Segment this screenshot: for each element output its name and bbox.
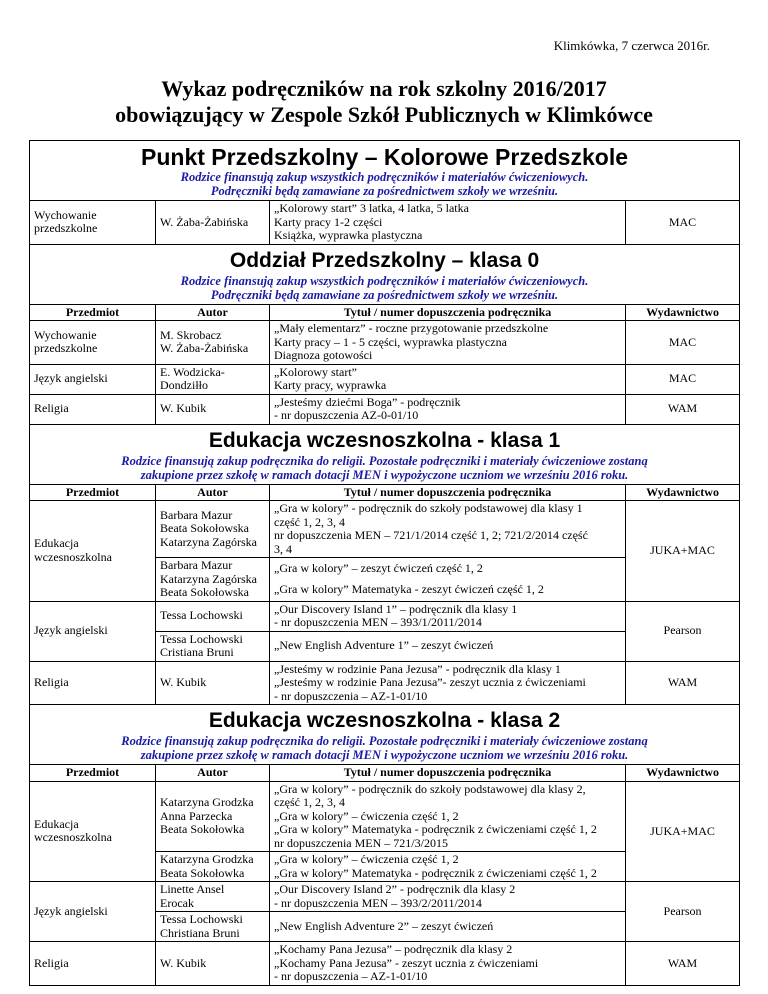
author-cell [156,558,270,602]
publisher-cell: Pearson [626,601,740,661]
title-line: Karty pracy – 1 - 5 części, wyprawka plastyczna [274,334,507,349]
subject-cell: Edukacja wczesnoszkolna [30,781,156,882]
publisher-cell: MAC [626,321,740,365]
author-line: Erocak [160,895,194,910]
author-cell [156,882,270,912]
author-line: Cristiana Bruni [160,645,234,659]
section-header [30,705,740,765]
title-line: Diagnoza gotowości [274,348,373,362]
title-cell [270,661,626,705]
title-line: „Gra w kolory” Matematyka - podręcznik z ćwiczeniami część 1, 2 [274,865,597,880]
author-cell: W. Kubik [156,394,270,424]
section-oddzial-przedszkolny [30,244,740,304]
note-line: Rodzice finansują zakup wszystkich podręczników i materiałów ćwiczeniowych. [180,170,589,184]
column-header-subject: Przedmiot [30,484,156,501]
column-header-title: Tytuł / numer dopuszczenia podręcznika [270,304,626,321]
title-cell: „New English Adventure 1” – zeszyt ćwiczeń [270,631,626,661]
title-line: „Gra w kolory” - podręcznik do szkoły podstawowej dla klasy 1 [274,501,583,515]
author-cell [156,781,270,852]
table-row [30,942,740,986]
publisher-cell: JUKA+MAC [626,781,740,882]
column-header-author: Autor [156,304,270,321]
author-cell [156,321,270,365]
table-row [30,201,740,245]
title-line-1: Wykaz podręczników na rok szkolny 2016/2017 [161,76,607,101]
column-header-author: Autor [156,765,270,782]
author-line: M. Skrobacz [160,327,222,342]
table-row [30,394,740,424]
title-line: nr dopuszczenia MEN – 721/3/2015 [274,835,448,850]
title-line: Karty pracy, wyprawka [274,378,387,392]
section-header [30,141,740,201]
author-line: Katarzyna Grodzka [160,795,254,809]
title-line: część 1, 2, 3, 4 [274,795,345,809]
document-title [0,76,768,128]
title-line: „Jesteśmy w rodzinie Pana Jezusa”- zeszyt ucznia z ćwiczeniami [274,675,586,689]
section-header [30,244,740,304]
title-line: „Gra w kolory” Matematyka - podręcznik z ćwiczeniami część 1, 2 [274,822,597,836]
column-header-title: Tytuł / numer dopuszczenia podręcznika [270,484,626,501]
title-line: „Gra w kolory” – ćwiczenia część 1, 2 [274,852,459,866]
author-cell: W. Kubik [156,942,270,986]
title-line: część 1, 2, 3, 4 [274,514,345,529]
author-cell: Tessa Lochowski [156,601,270,631]
section-title: Punkt Przedszkolny – Kolorowe Przedszkole [141,144,628,170]
title-line: „Jesteśmy w rodzinie Pana Jezusa” - podręcznik dla klasy 1 [274,661,561,676]
table-row [30,781,740,852]
title-line: „Our Discovery Island 1” – podręcznik dla klasy 1 [274,601,518,616]
author-line: Christiana Bruni [160,925,240,940]
section-klasa-2 [30,705,740,765]
subject-cell: Edukacja wczesnoszkolna [30,501,156,602]
title-line: 3, 4 [274,541,292,556]
column-header-publisher: Wydawnictwo [626,765,740,782]
author-line: Barbara Mazur [160,558,233,572]
title-line: „Mały elementarz” - roczne przygotowanie przedszkolne [274,321,549,335]
author-cell: W. Kubik [156,661,270,705]
column-header-row [30,304,740,321]
title-line: „Kochamy Pana Jezusa” - zeszyt ucznia z ćwiczeniami [274,955,539,970]
section-klasa-1 [30,424,740,484]
title-cell [270,501,626,558]
title-line: „Gra w kolory” – zeszyt ćwiczeń część 1, 2 [274,560,483,575]
title-line-2: obowiązujący w Zespole Szkół Publicznych w Klimkówce [115,102,653,127]
author-line: Linette Ansel [160,882,225,896]
author-line: Anna Parzecka [160,808,233,823]
author-cell [156,852,270,882]
author-cell: W. Żaba-Żabińska [156,201,270,245]
author-line: W. Żaba-Żabińska [160,341,249,356]
author-line: Beata Sokołowska [160,585,249,599]
column-header-subject: Przedmiot [30,765,156,782]
column-header-publisher: Wydawnictwo [626,484,740,501]
title-line: - nr dopuszczenia AZ-0-01/10 [274,408,419,422]
title-line: nr dopuszczenia MEN – 721/1/2014 część 1, 2; 721/2/2014 część [274,528,588,542]
author-line: Tessa Lochowski [160,631,243,646]
subject-cell: Religia [30,661,156,705]
author-cell: E. Wodzicka-Dondziłło [156,364,270,394]
section-title: Oddział Przedszkolny – klasa 0 [229,248,540,272]
title-cell [270,364,626,394]
section-title: Edukacja wczesnoszkolna - klasa 2 [208,709,561,732]
title-line: „Our Discovery Island 2” - podręcznik dla klasy 2 [274,882,516,896]
table-row [30,501,740,558]
note-line: Podręczniki będą zamawiane za pośrednictwem szkoły we wrześniu. [210,184,559,198]
section-note [36,274,733,304]
column-header-author: Autor [156,484,270,501]
author-line: Beata Sokołowska [160,521,249,536]
title-line: „Jesteśmy dziećmi Boga” - podręcznik [274,394,461,409]
note-line: zakupione przez szkołę w ramach dotacji MEN i wypożyczone uczniom we wrześniu 2016 roku. [140,467,629,482]
subject-cell: Wychowanie przedszkolne [30,321,156,365]
author-line: Beata Sokołowka [160,865,245,880]
section-note [36,734,733,764]
title-line: Karty pracy 1-2 części [274,214,383,229]
publisher-cell: WAM [626,661,740,705]
title-line: - nr dopuszczenia – AZ-1-01/10 [274,688,428,703]
title-cell [270,201,626,245]
title-line: „Gra w kolory” - podręcznik do szkoły podstawowej dla klasy 2, [274,781,586,796]
subject-cell: Wychowanie przedszkolne [30,201,156,245]
author-line: Katarzyna Zagórska [160,571,257,586]
publisher-cell: WAM [626,394,740,424]
author-line: Katarzyna Zagórska [160,534,257,549]
author-line: Tessa Lochowski [160,912,243,926]
column-header-row [30,765,740,782]
title-cell [270,781,626,852]
section-header [30,424,740,484]
author-line: Barbara Mazur [160,507,233,522]
note-line: Podręczniki będą zamawiane za pośrednictwem szkoły we wrześniu. [210,287,559,302]
subject-cell: Język angielski [30,364,156,394]
title-cell [270,882,626,912]
note-line: zakupione przez szkołę w ramach dotacji MEN i wypożyczone uczniom we wrześniu 2016 roku. [140,748,629,762]
author-line: Beata Sokołowka [160,822,245,836]
table-row [30,321,740,365]
title-line: „Kolorowy start” [274,364,357,379]
author-cell [156,912,270,942]
section-note [36,454,733,484]
publisher-cell: JUKA+MAC [626,501,740,602]
subject-cell: Język angielski [30,601,156,661]
table-row [30,882,740,912]
subject-cell: Religia [30,942,156,986]
table-row [30,661,740,705]
publisher-cell: WAM [626,942,740,986]
note-line: Rodzice finansują zakup podręcznika do religii. Pozostałe podręczniki i materiały ćwiczeniowe zostaną [121,453,648,468]
textbook-table [29,140,740,986]
title-line: „Kochamy Pana Jezusa” – podręcznik dla klasy 2 [274,942,513,956]
title-line: - nr dopuszczenia MEN – 393/2/2011/2014 [274,895,482,910]
subject-cell: Język angielski [30,882,156,942]
column-header-publisher: Wydawnictwo [626,304,740,321]
title-cell [270,394,626,424]
column-header-subject: Przedmiot [30,304,156,321]
note-line: Rodzice finansują zakup wszystkich podręczników i materiałów ćwiczeniowych. [180,273,589,288]
title-cell [270,601,626,631]
title-line: Książka, wyprawka plastyczna [274,228,423,242]
title-cell [270,852,626,882]
title-line: „Kolorowy start” 3 latka, 4 latka, 5 latka [274,201,469,215]
title-cell [270,321,626,365]
title-line: - nr dopuszczenia MEN – 393/1/2011/2014 [274,615,482,629]
section-punkt-przedszkolny [30,141,740,201]
document-date: Klimkówka, 7 czerwca 2016r. [553,38,710,53]
title-line: „Gra w kolory” – ćwiczenia część 1, 2 [274,808,459,823]
title-cell: „New English Adventure 2” – zeszyt ćwiczeń [270,912,626,942]
section-note [36,170,733,200]
table-row [30,364,740,394]
textbook-list [29,140,739,986]
note-line: Rodzice finansują zakup podręcznika do religii. Pozostałe podręczniki i materiały ćwiczeniowe zostaną [121,734,648,748]
publisher-cell: MAC [626,364,740,394]
section-title: Edukacja wczesnoszkolna - klasa 1 [208,428,561,452]
title-cell [270,558,626,602]
column-header-title: Tytuł / numer dopuszczenia podręcznika [270,765,626,782]
author-line: Katarzyna Grodzka [160,852,254,866]
column-header-row [30,484,740,501]
title-cell [270,942,626,986]
publisher-cell: Pearson [626,882,740,942]
publisher-cell: MAC [626,201,740,245]
author-cell [156,501,270,558]
table-row [30,601,740,631]
title-line: „Gra w kolory” Matematyka - zeszyt ćwiczeń część 1, 2 [274,582,544,597]
title-line: - nr dopuszczenia – AZ-1-01/10 [274,969,428,983]
subject-cell: Religia [30,394,156,424]
author-cell [156,631,270,661]
